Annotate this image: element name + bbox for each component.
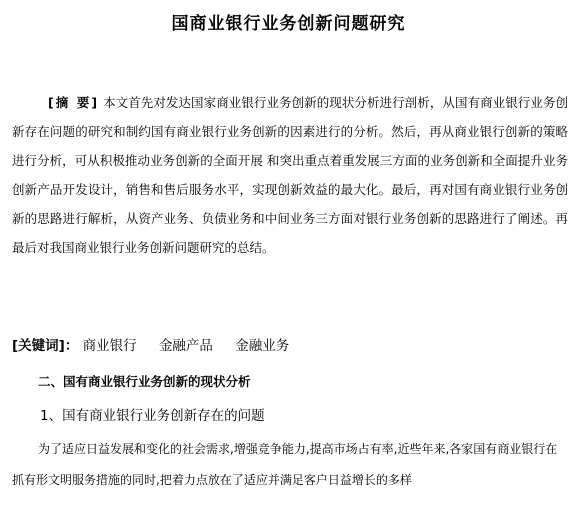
keywords-line [12,334,307,354]
keywords-label: [关键词]： [12,338,79,354]
keyword-item: 金融产品 [158,338,213,354]
section-heading: 二、国有商业银行业务创新的现状分析 [38,374,251,389]
abstract-paragraph [12,88,568,262]
subsection-heading: 1、国有商业银行业务创新存在的问题 [40,408,265,424]
body-text: 为了适应日益发展和变化的社会需求,增强竞争能力,提高市场占有率,近些年来,各家国有商业银行在抓有形文明服务措施的同时,把着力点放在了适应并满足客户日益增长的多样 [12,442,558,487]
document-title: 国商业银行业务创新问题研究 [171,14,406,34]
abstract-text: 本文首先对发达国家商业银行业务创新的现状分析进行剖析，从国有商业银行业务创新存在问题的研究和制约国有商业银行业务创新的因素进行的分析。然后，再从商业银行创新的策略进行分析，可从积极推动业务创新的全面开展 和突出重点着重发展三方面的业务创新和全面提升业务创新产品开发设计，销售和售后服务水平，实现创新效益的最大化。最后，再对国有商业银行业务创新的思路进行解析，从资产业务、负债业务和中间业务三方面对银行业务创新的思路进行了阐述。再最后对我国商业银行业务创新问题研究的总结。 [12,95,568,255]
keyword-item: 商业银行 [82,338,137,354]
keyword-item: 金融业务 [235,338,290,354]
body-paragraph [12,434,568,496]
abstract-label: [摘 要] [48,95,100,110]
